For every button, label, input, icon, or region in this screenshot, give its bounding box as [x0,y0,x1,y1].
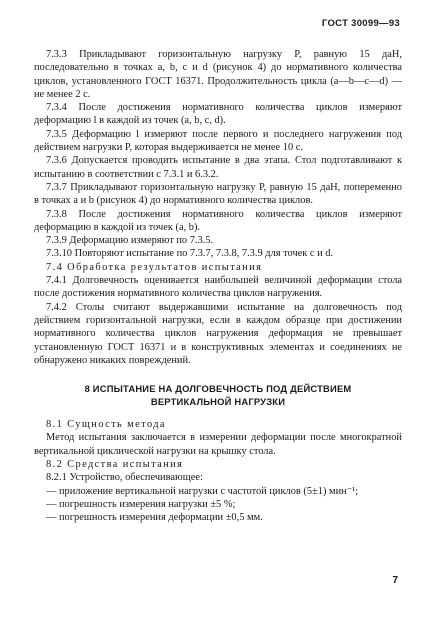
paragraph-7-3-6: 7.3.6 Допускается проводить испытание в два этапа. Стол подготавливают к испытанию в соответствии с 7.3.1 и 6.3.2. [34,155,402,180]
paragraph-7-3-5: 7.3.5 Деформацию l измеряют после первого и последнего нагружения под действием нагрузки P, которая выдерживается не менее 10 с. [34,128,402,154]
paragraph-8-2-1: 8.2.1 Устройство, обеспечивающее: [46,472,203,484]
bullet-load-frequency: — приложение вертикальной нагрузки с частотой циклов (5±1) мин⁻¹; [46,485,359,497]
section-8-title-line-1: 8 ИСПЫТАНИЕ НА ДОЛГОВЕЧНОСТЬ ПОД ДЕЙСТВИЕМ [84,383,352,395]
heading-7-4: 7.4 Обработка результатов испытания [46,261,263,273]
document-code-header: ГОСТ 30099—93 [321,18,400,29]
paragraph-7-3-7: 7.3.7 Прикладывают горизонтальную нагрузку P, равную 15 даН, попеременно в точках a и b (рисунок 4) до нормативного количества циклов. [34,181,402,207]
page-content [34,48,402,525]
paragraph-7-3-4: 7.3.4 После достижения нормативного количества циклов измеряют деформацию l в каждой из точек (a, b, c, d). [34,102,402,127]
section-8-title [34,383,402,408]
paragraph-7-4-1: 7.4.1 Долговечность оценивается наибольшей величиной деформации стола после достижения нормативного количества циклов нагружения. [34,275,402,300]
paragraph-8-1: Метод испытания заключается в измерении деформации после многократной вертикальной циклической нагрузки на крышку стола. [34,432,402,457]
heading-8-2: 8.2 Средства испытания [46,459,184,471]
paragraph-7-3-8: 7.3.8 После достижения нормативного количества циклов измеряют деформацию в каждой из точек (a, b). [34,208,402,233]
bullet-load-error: — погрешность измерения нагрузки ±5 %; [46,498,236,510]
section-8-title-line-2: ВЕРТИКАЛЬНОЙ НАГРУЗКИ [150,395,286,407]
page-number: 7 [392,575,398,586]
bullet-deformation-error: — погрешность измерения деформации ±0,5 мм. [46,512,263,524]
paragraph-7-3-9: 7.3.9 Деформацию измеряют по 7.3.5. [46,235,214,247]
paragraph-7-3-10: 7.3.10 Повторяют испытание по 7.3.7, 7.3.8, 7.3.9 для точек c и d. [46,248,334,260]
heading-8-1: 8.1 Сущность метода [46,419,166,431]
paragraph-7-4-2: 7.4.2 Столы считают выдержавшими испытание на долговечность под действием горизонтальной нагрузки, если в каждом образце при достижении нормативного количества циклов нагружения деформация не превышает установленную ГОСТ 16371 и в конструктивных элементах и соединениях не обнаружено никаких повреждений. [34,301,402,366]
paragraph-7-3-3: 7.3.3 Прикладывают горизонтальную нагрузку P, равную 15 даН, последовательно в точках a, b, c и d (рисунок 4) до нормативного количества циклов, установленного ГОСТ 16371. Продолжительность цикла (a—b—c—d) — не менее 2 с. [34,49,402,100]
